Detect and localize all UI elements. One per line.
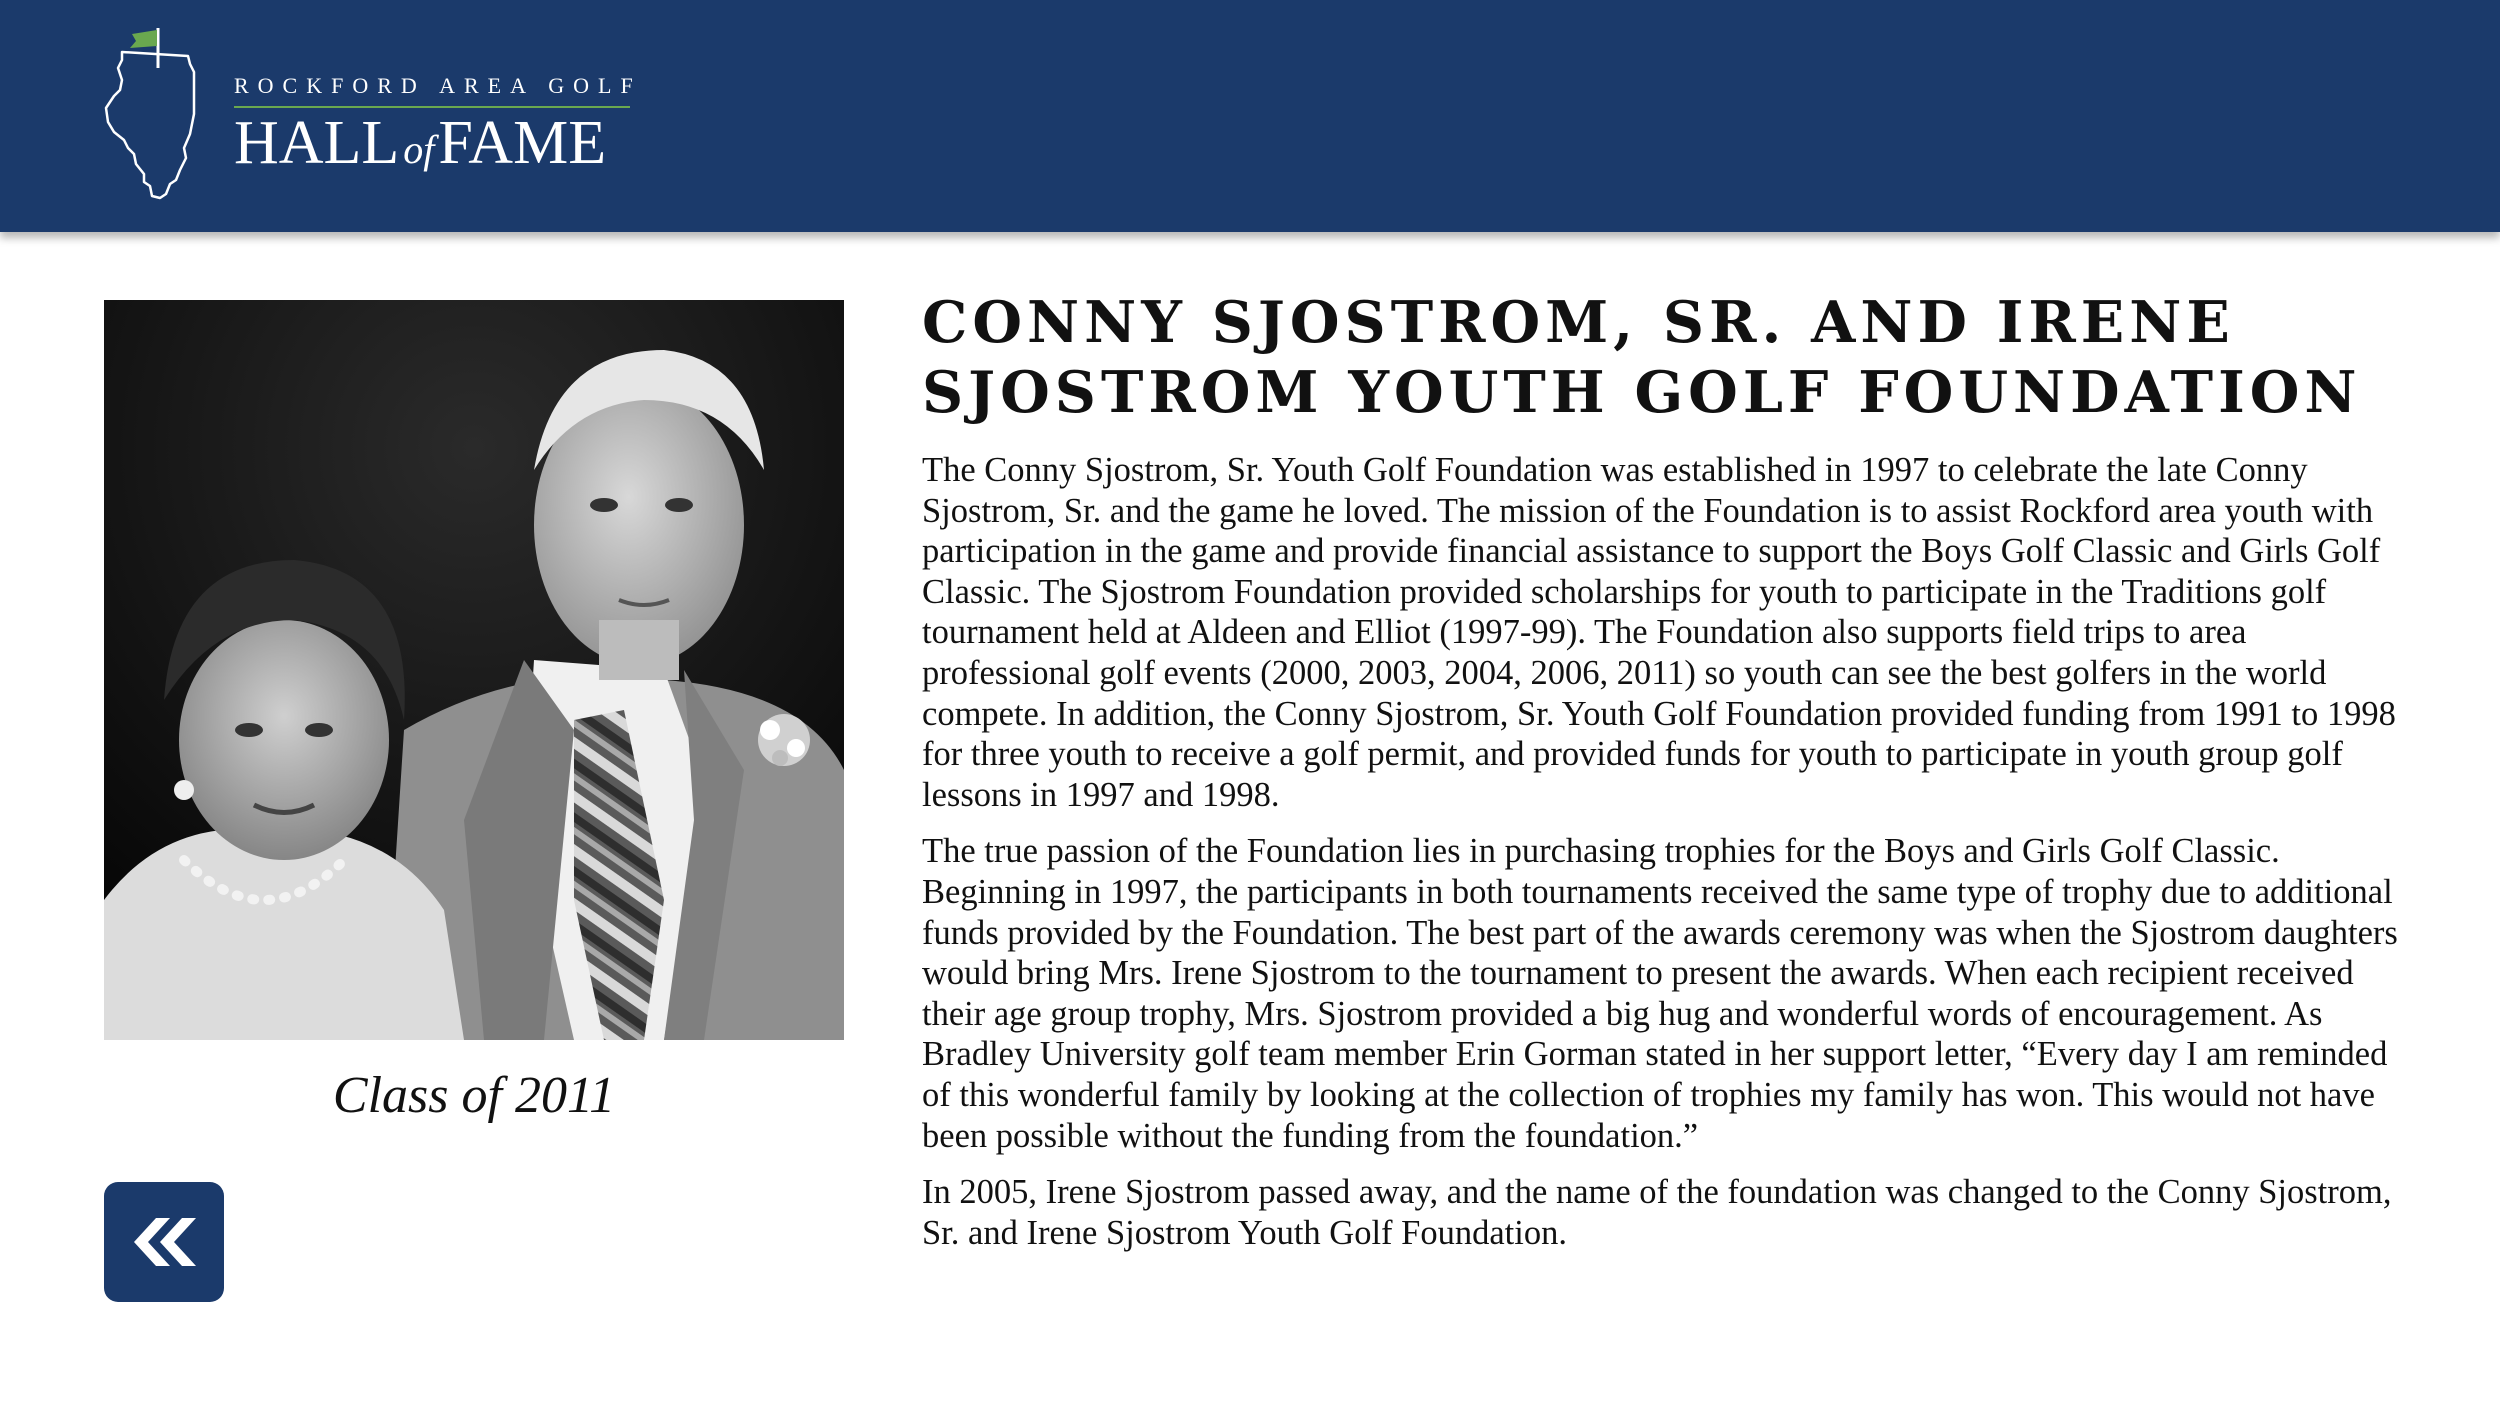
back-button[interactable]: [104, 1182, 224, 1302]
header-bar: [0, 0, 2500, 232]
hall-of-fame-logo[interactable]: [100, 24, 660, 204]
inductee-details: [922, 288, 2402, 1269]
bio-paragraph-2: The true passion of the Foundation lies in purchasing trophies for the Boys and Girls Golf Classic. Beginning in 1997, the participants in both tournaments received the same type of trophy due to additional funds provided by the Foundation. The best part of the awards ceremony was when the Sjostrom daughters would bring Mrs. Irene Sjostrom to the tournament to present the awards. When each recipient received their age group trophy, Mrs. Sjostrom provided a big hug and wonderful words of encouragement. As Bradley University golf team member Erin Gorman stated in her support letter, “Every day I am reminded of this wonderful family by looking at the collection of trophies my family has won. This would not have been possible without the funding from the foundation.”: [922, 832, 2398, 1155]
illinois-flag-icon: [100, 24, 200, 204]
inductee-photo: [104, 300, 844, 1040]
inductee-photo-illustration: [104, 300, 844, 1040]
logo-kicker: ROCKFORD AREA GOLF: [234, 73, 642, 98]
logo-divider: [234, 106, 630, 108]
bio-paragraph-3: In 2005, Irene Sjostrom passed away, and the name of the foundation was changed to the Conny Sjostrom, Sr. and Irene Sjostrom Youth Golf Foundation.: [922, 1173, 2392, 1252]
inductee-title: CONNY SJOSTROM, SR. AND IRENE SJOSTROM YOUTH GOLF FOUNDATION: [922, 289, 2362, 426]
class-year-label: Class of 2011: [332, 1067, 616, 1124]
bio-paragraph-1: The Conny Sjostrom, Sr. Youth Golf Foundation was established in 1997 to celebrate the late Conny Sjostrom, Sr. and the game he loved. The mission of the Foundation is to assist Rockford area youth with participation in the game and provide financial assistance to support the Boys Golf Classic and Girls Golf Classic. The Sjostrom Foundation provided scholarships for youth to participate in the Traditions golf tournament held at Aldeen and Elliot (1997-99). The Foundation also supports field trips to area professional golf events (2000, 2003, 2004, 2006, 2011) so youth can see the best golfers in the world compete. In addition, the Conny Sjostrom, Sr. Youth Golf Foundation provided funding from 1991 to 1998 for three youth to receive a golf permit, and provided funds for youth to participate in youth group golf lessons in 1997 and 1998.: [922, 451, 2396, 814]
logo-title-of: of: [403, 127, 435, 172]
logo-title-fame: FAME: [438, 109, 607, 177]
logo-title: [234, 109, 654, 181]
logo-title-hall: HALL: [234, 109, 400, 177]
double-chevron-left-icon: [126, 1218, 202, 1266]
